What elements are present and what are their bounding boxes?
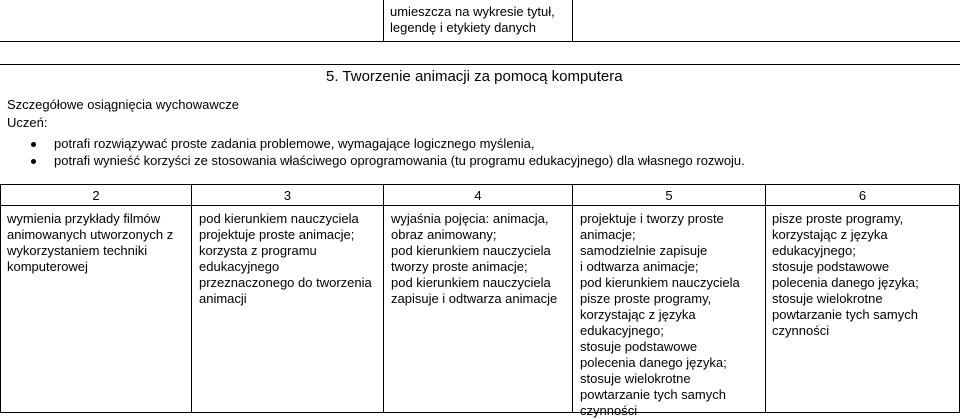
cell-line: przeznaczonego do tworzenia [199,275,372,290]
column-header: 3 [283,188,292,203]
cell-line: stosuje podstawowe [772,259,890,274]
column-header: 4 [474,188,482,203]
table-cell [199,211,372,307]
cell-line: animacje; [580,227,636,242]
column-divider [572,184,573,413]
table-top-border [0,184,960,185]
column-header: 6 [858,188,867,203]
cell-line: powtarzanie tych samych [772,307,918,322]
cell-line: tworzy proste animacje; [391,259,528,274]
cell-line: i odtwarza animacje; [580,259,699,274]
cell-line: obraz animowany; [391,227,497,242]
cell-line: czynności [772,323,830,338]
cell-line: pod kierunkiem nauczyciela [391,243,551,258]
column-header: 2 [92,188,100,203]
cell-line: pod kierunkiem nauczyciela [199,211,359,226]
cell-line: czynności [580,403,638,418]
student-label: Uczeń: [7,115,48,130]
cell-line: edukacyjnego [199,259,280,274]
section-title: 5. Tworzenie animacji za pomocą komputera [326,68,623,85]
cell-line: komputerowej [7,259,88,274]
top-cell-line-1: umieszcza na wykresie tytuł, [390,4,555,19]
cell-line: stosuje wielokrotne [580,371,691,386]
section-top-border [0,64,960,65]
achievements-heading: Szczegółowe osiągnięcia wychowawcze [7,97,239,112]
top-table-bottom-border [0,41,960,42]
column-divider [765,184,766,413]
cell-line: samodzielnie zapisuje [580,243,708,258]
cell-line: pisze proste programy, [772,211,904,226]
cell-line: projektuje i tworzy proste [580,211,724,226]
achievement-text: potrafi wynieść korzyści ze stosowania właściwego oprogramowania (tu programu edukacyjnego) dla własnego rozwoju. [54,153,745,168]
cell-line: animacji [199,291,247,306]
table-cell [7,211,173,275]
table-cell [580,211,740,419]
cell-line: animowanych utworzonych z [7,227,174,242]
cell-line: korzystając z języka [772,227,888,242]
cell-line: pod kierunkiem nauczyciela [391,275,551,290]
cell-line: projektuje proste animacje; [199,227,355,242]
bullet-icon [31,142,36,147]
cell-line: pisze proste programy, [580,291,712,306]
bullet-icon [31,159,36,164]
column-divider [383,184,384,413]
table-left-border [0,184,1,413]
table-bottom-border [0,412,960,413]
column-header: 5 [665,188,673,203]
cell-line: wymienia przykłady filmów [7,211,161,226]
cell-line: polecenia danego języka; [772,275,919,290]
cell-line: edukacyjnego; [580,323,664,338]
top-cell-line-2: legendę i etykiety danych [390,20,536,35]
cell-line: polecenia danego języka; [580,355,727,370]
cell-line: edukacyjnego; [772,243,856,258]
cell-line: wyjaśnia pojęcia: animacja, [391,211,549,226]
achievement-text: potrafi rozwiązywać proste zadania problemowe, wymagające logicznego myślenia, [54,136,535,151]
cell-line: korzysta z programu [199,243,317,258]
cell-line: stosuje podstawowe [580,339,698,354]
cell-line: pod kierunkiem nauczyciela [580,275,740,290]
top-cell-right-border [572,0,573,42]
cell-line: zapisuje i odtwarza animacje [391,291,558,306]
top-cell-left-border [383,0,384,42]
cell-line: korzystając z języka [580,307,696,322]
cell-line: stosuje wielokrotne [772,291,883,306]
cell-line: powtarzanie tych samych [580,387,726,402]
column-divider [191,184,192,413]
table-header-border [0,205,960,206]
cell-line: wykorzystaniem techniki [7,243,148,258]
table-cell [772,211,919,339]
table-cell [391,211,557,307]
